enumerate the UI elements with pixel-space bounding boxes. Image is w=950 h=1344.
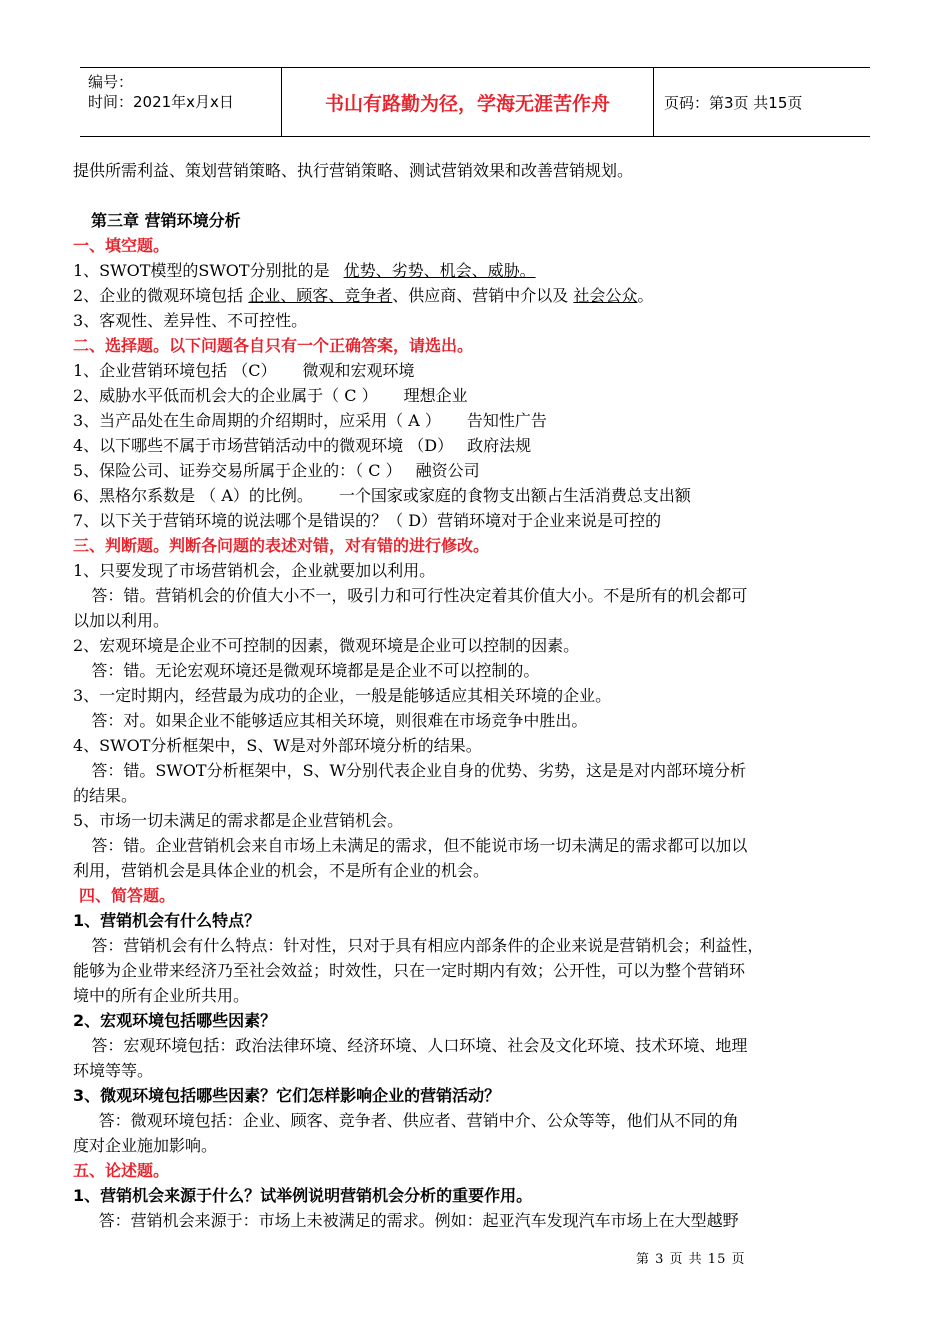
essay-a1-line1: 答：营销机会来源于：市场上未被满足的需求。例如：起亚汽车发现汽车市场上在大型越野 — [98, 1211, 739, 1230]
choice-answer: 告知性广告 — [466, 411, 547, 430]
short-q3: 3、微观环境包括哪些因素？它们怎样影响企业的营销活动？ — [73, 1086, 501, 1105]
essay-heading: 五、论述题。 — [73, 1161, 170, 1180]
fill-q2-suffix: 。 — [637, 286, 654, 305]
header-meta — [80, 68, 282, 136]
judge-answer: 答：错。SWOT分析框架中，S、W分别代表企业自身的优势、劣势，这是是对内部环境分析 — [91, 761, 746, 780]
short-q2: 2、宏观环境包括哪些因素？ — [73, 1011, 277, 1030]
choice-question: 7、以下关于营销环境的说法哪个是错误的？（ D） — [73, 511, 438, 530]
judge-heading: 三、判断题。判断各问题的表述对错，对有错的进行修改。 — [73, 536, 490, 555]
fill-heading: 一、填空题。 — [73, 236, 170, 255]
choice-question: 6、黑格尔系数是 （ A）的比例。 — [73, 486, 313, 505]
choice-answer: 融资公司 — [415, 461, 480, 480]
judge-question: 4、SWOT分析框架中，S、W是对外部环境分析的结果。 — [73, 736, 482, 755]
choice-answer: 一个国家或家庭的食物支出额占生活消费总支出额 — [338, 486, 691, 505]
short-a3-line2: 度对企业施加影响。 — [73, 1136, 218, 1155]
short-a2-line1: 答：宏观环境包括：政治法律环境、经济环境、人口环境、社会及文化环境、技术环境、地理 — [91, 1036, 748, 1055]
choice-question: 1、企业营销环境包括 （C） — [73, 361, 277, 380]
choice-question: 2、威胁水平低而机会大的企业属于（ C ） — [73, 386, 378, 405]
fill-q2-prefix: 2、企业的微观环境包括 — [73, 286, 244, 305]
judge-answer: 答：对。如果企业不能够适应其相关环境，则很难在市场竞争中胜出。 — [91, 711, 588, 730]
fill-q3: 3、客观性、差异性、不可控性。 — [73, 311, 308, 330]
fill-q2-middle: 、供应商、营销中介以及 — [392, 286, 569, 305]
fill-q1 — [73, 258, 881, 283]
page-header — [80, 67, 870, 137]
short-q1: 1、营销机会有什么特点？ — [73, 911, 261, 930]
judge-answer: 答：错。企业营销机会来自市场上未满足的需求，但不能说市场一切未满足的需求都可以加以 — [91, 836, 748, 855]
choice-item — [73, 383, 881, 408]
choice-item — [73, 483, 881, 508]
judge-answer-cont: 利用，营销机会是具体企业的机会，不是所有企业的机会。 — [73, 861, 490, 880]
time-label: 时间：2021年x月x日 — [88, 93, 234, 111]
intro-line: 提供所需利益、策划营销策略、执行营销策略、测试营销效果和改善营销规划。 — [73, 161, 634, 180]
judge-question: 1、只要发现了市场营销机会，企业就要加以利用。 — [73, 561, 436, 580]
choice-item — [73, 458, 881, 483]
short-a2-line2: 环境等等。 — [73, 1061, 154, 1080]
short-heading: 四、简答题。 — [79, 886, 176, 905]
choice-answer: 理想企业 — [403, 386, 468, 405]
judge-question: 5、市场一切未满足的需求都是企业营销机会。 — [73, 811, 404, 830]
fill-q2-answer1: 企业、顾客、竞争者 — [248, 286, 393, 305]
fill-q1-prefix: 1、SWOT模型的SWOT分别批的是 — [73, 261, 330, 280]
choice-answer: 政府法规 — [467, 436, 532, 455]
judge-question: 2、宏观环境是企业不可控制的因素，微观环境是企业可以控制的因素。 — [73, 636, 580, 655]
choice-item — [73, 358, 881, 383]
fill-q2-answer2: 社会公众 — [573, 286, 638, 305]
choice-heading: 二、选择题。以下问题各自只有一个正确答案，请选出。 — [73, 336, 474, 355]
choice-item — [73, 433, 881, 458]
chapter-title: 第三章 营销环境分析 — [91, 211, 241, 230]
essay-q1: 1、营销机会来源于什么？试举例说明营销机会分析的重要作用。 — [73, 1186, 533, 1205]
page-footer: 第 3 页 共 15 页 — [636, 1252, 746, 1267]
short-a3-line1: 答：微观环境包括：企业、顾客、竞争者、供应者、营销中介、公众等等，他们从不同的角 — [98, 1111, 739, 1130]
header-motto: 书山有路勤为径，学海无涯苦作舟 — [282, 68, 654, 136]
choice-answer: 微观和宏观环境 — [302, 361, 415, 380]
choice-question: 5、保险公司、证券交易所属于企业的：（ C ） — [73, 461, 402, 480]
number-label: 编号： — [88, 73, 134, 91]
short-a1-line1: 答：营销机会有什么特点：针对性，只对于具有相应内部条件的企业来说是营销机会；利益性， — [91, 936, 764, 955]
choice-item — [73, 408, 881, 433]
choice-question: 3、当产品处在生命周期的介绍期时，应采用（ A ） — [73, 411, 441, 430]
choice-question: 4、以下哪些不属于市场营销活动中的微观环境 （D） — [73, 436, 454, 455]
choice-answer: 营销环境对于企业来说是可控的 — [437, 511, 662, 530]
judge-answer: 答：错。无论宏观环境还是微观环境都是是企业不可以控制的。 — [91, 661, 540, 680]
judge-answer: 答：错。营销机会的价值大小不一，吸引力和可行性决定着其价值大小。不是所有的机会都可 — [91, 586, 748, 605]
judge-question: 3、一定时期内，经营最为成功的企业，一般是能够适应其相关环境的企业。 — [73, 686, 612, 705]
fill-q1-answer: 优势、劣势、机会、威胁。 — [343, 261, 536, 280]
judge-answer-cont: 以加以利用。 — [73, 611, 170, 630]
judge-answer-cont: 的结果。 — [73, 786, 138, 805]
header-page-info: 页码：第3页 共15页 — [664, 93, 803, 112]
choice-item — [73, 508, 881, 533]
short-a1-line2: 能够为企业带来经济乃至社会效益；时效性，只在一定时期内有效；公开性，可以为整个营销环 — [73, 961, 746, 980]
short-a1-line3: 境中的所有企业所共用。 — [73, 986, 250, 1005]
fill-q2 — [73, 283, 881, 308]
document-body — [73, 158, 881, 1233]
